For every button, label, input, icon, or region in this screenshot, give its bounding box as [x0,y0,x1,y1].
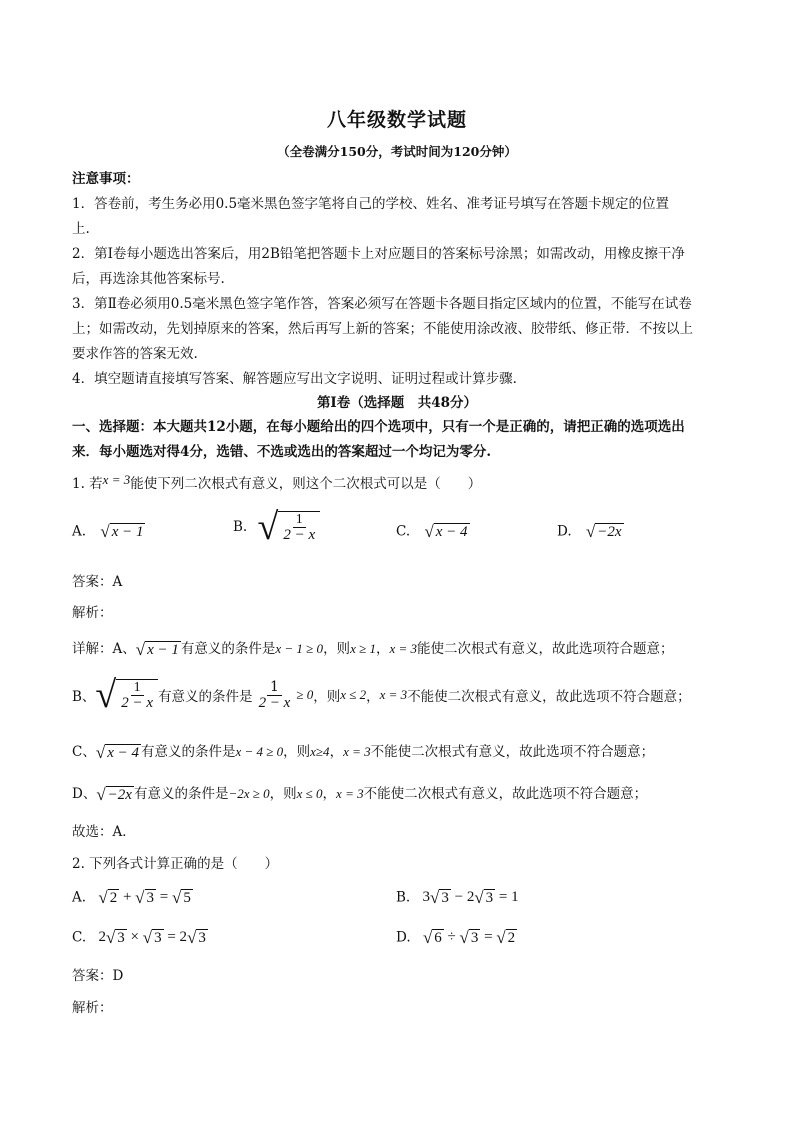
q1-detail-d-text-2: ，则 [269,786,297,802]
q1-detail-b-text-1: 有意义的条件是 [158,689,253,705]
note-3-line-3: 要求作答的答案无效. [72,346,198,362]
q1-detail-b-prefix: B、 [72,689,96,705]
q2-d-radicand-1: 6 [434,930,442,946]
section-1-intro-line-2: 来．每小题选对得4分，选错、不选或选出的答案超过一个均记为零分. [72,444,492,460]
q1-detail-a-text-1: 有意义的条件是 [180,641,276,657]
sqrt-icon: √ x − 4 [424,522,468,541]
q1-option-b-numerator: 1 [293,512,306,528]
q2-d-operator: ÷ [443,929,460,946]
q1-option-c-label: C. [396,523,411,540]
q2-c-radicand-1: 3 [117,930,125,946]
q1-detail-d [72,782,647,805]
note-2-line-1: 2．第Ⅰ卷每小题选出答案后，用2B铅笔把答题卡上对应题目的答案标号涂黑；如需改动，用橡皮擦干净 [72,246,685,262]
question-1-stem [72,472,481,492]
sqrt-icon: √ 6 [422,928,442,947]
q1-option-b-label: B. [233,519,248,535]
page-title: 八年级数学试题 [326,109,467,131]
note-3-line-1: 3．第Ⅱ卷必须用0.5毫米黑色签字笔作答，答案必须写在答题卡各题目指定区域内的位置，不能写在试卷 [72,296,692,312]
q1-detail-b-fraction [256,680,294,711]
sqrt-icon: √ $\frac{1}{2 - x}$ [95,676,158,714]
q2-d-equals: = [480,929,497,946]
q1-detail-b-numerator: 1 [131,680,144,696]
q1-option-d [557,522,624,542]
q2-option-a [72,888,193,908]
note-1-line-1: 1．答卷前，考生务必用0.5毫米黑色签字笔将自己的学校、姓名、准考证号填写在答题卡规定的位置 [72,196,670,212]
q1-detail-d-text-4: 不能使二次根式有意义，故此选项不符合题意； [363,786,648,802]
q2-option-b-label: B. [396,889,411,906]
q2-a-radicand-3: 5 [183,890,191,906]
q1-option-d-label: D. [557,523,572,540]
q1-detail-a [72,637,674,660]
q2-option-b [396,888,519,908]
q1-detail-b-denominator: 2 − x [121,695,154,711]
note-1-line-2: 上. [72,221,90,237]
q1-detail-a-text-4: 能使二次根式有意义，故此选项符合题意； [417,641,674,657]
q1-detail-a-cond-3: x = 3 [389,641,418,656]
q1-answer: 答案：A [72,574,123,590]
q1-detail-d-prefix: D、 [72,786,97,802]
q1-detail-b-text-4: 不能使二次根式有意义，故此选项不符合题意； [407,689,691,705]
section-1-title: 第Ⅰ卷（选择题 共48分） [316,395,478,411]
note-4: 4．填空题请直接填写答案、解答题应写出文字说明、证明过程或计算步骤. [72,371,517,387]
q1-detail-b-text-3: ， [366,689,380,705]
q2-c-equals: = 2 [163,929,188,946]
sqrt-icon: √ 2 [98,888,118,907]
q1-detail-d-cond-2: x ≤ 0 [296,786,323,801]
q2-d-radicand-2: 3 [470,930,479,946]
q1-detail-b [72,676,691,714]
q2-c-radicand-3: 3 [198,930,206,946]
q1-option-a-radicand: x − 1 [111,524,144,540]
q2-b-radicand-1: 3 [441,890,449,906]
sqrt-icon: √ 2 [496,928,516,947]
q2-d-radicand-3: 2 [507,930,516,946]
sqrt-icon: √ x − 4 [95,742,139,762]
q2-b-operator: − 2 [450,889,475,906]
q1-condition: x = 3 [102,472,131,487]
q2-option-d-label: D. [396,929,411,946]
sqrt-icon: √ 3 [187,928,206,947]
note-3-line-2: 上；如需改动，先划掉原来的答案，然后再写上新的答案；不能使用涂改液、胶带纸、修正带．不按以上 [72,321,693,337]
q1-option-c-radicand: x − 4 [435,524,468,540]
q1-detail-d-text-3: ， [322,786,337,802]
q2-option-c [72,928,208,948]
sqrt-icon: √ 3 [142,928,162,947]
q1-stem-suffix: 能使下列二次根式有意义，则这个二次根式可以是（ ） [130,476,482,492]
q2-b-coefficient: 3 [422,889,431,906]
q1-option-a [72,522,145,542]
q2-option-a-label: A. [72,889,87,906]
note-2-line-2: 后，再选涂其他答案标号. [72,271,225,287]
q2-c-coefficient: 2 [98,929,106,946]
q1-detail-c-cond-3: x = 3 [343,744,371,759]
q2-c-operator: × [126,929,143,946]
q1-option-d-radicand: −2x [597,524,622,540]
q1-detail-b-frac-den: 2 − x [258,694,291,711]
section-1-intro-line-1: 一、选择题：本大题共12小题，在每小题给出的四个选项中，只有一个是正确的，请把正确的选项选出 [72,419,685,435]
q1-detail-c-text-2: ，则 [283,744,311,760]
q2-option-c-label: C. [72,929,87,946]
question-2-stem: 2. 下列各式计算正确的是（ ） [72,856,279,872]
q1-detail-a-cond-2: x ≥ 1 [350,641,376,656]
q1-detail-d-radicand: −2x [107,786,132,803]
q1-detail-b-frac-num: 1 [267,680,282,696]
q1-conclusion: 故选：A． [72,824,136,840]
sqrt-icon: √ 5 [171,888,191,907]
q1-detail-d-cond-3: x = 3 [336,786,364,801]
q2-c-radicand-2: 3 [154,930,162,946]
q1-detail-d-text-1: 有意义的条件是 [133,786,229,802]
q2-a-radicand-2: 3 [146,890,154,906]
q2-a-operator: + [119,889,136,906]
q1-detail-c-text-1: 有意义的条件是 [140,744,236,760]
q1-detail-c-text-3: ， [329,744,344,760]
exam-subtitle: （全卷满分150分，考试时间为120分钟） [277,144,517,159]
q1-detail-a-text-2: ，则 [323,641,351,657]
q1-option-b [233,508,320,546]
sqrt-icon: √ 3 [459,928,479,947]
q1-stem-prefix: 1. 若 [72,476,103,492]
q1-detail-b-cond-3: x = 3 [379,687,408,702]
sqrt-icon: √ 3 [135,888,154,907]
q2-a-radicand-1: 2 [109,890,118,906]
q1-detail-a-prefix: 详解：A、 [72,641,136,657]
q2-analysis-label: 解析： [72,1000,113,1016]
q1-option-a-label: A. [72,523,87,540]
q1-analysis-label: 解析： [72,605,113,621]
q1-detail-c-prefix: C、 [72,744,96,760]
q1-option-c [396,522,470,542]
q1-option-b-denominator: 2 − x [283,527,316,543]
sqrt-icon: √ 3 [474,888,494,907]
q1-detail-a-text-3: ， [375,641,390,657]
q1-detail-c-radicand: x − 4 [107,744,139,761]
q1-detail-c-cond-1: x − 4 ≥ 0 [235,744,284,759]
q1-detail-d-cond-1: −2x ≥ 0 [228,786,270,801]
sqrt-icon: √ 3 [430,888,449,907]
q1-detail-b-text-2: ，则 [313,689,341,705]
q2-option-d [396,928,517,948]
sqrt-icon: √ x − 1 [100,522,144,541]
q2-answer: 答案：D [72,968,124,984]
sqrt-icon: √ $\frac{1}{2 - x}$ [258,508,321,546]
q2-b-equals: = 1 [495,889,519,906]
q1-detail-b-cond-1: ≥ 0 [296,687,314,702]
q1-detail-c-cond-2: x≥4 [310,744,330,759]
notes-heading: 注意事项： [72,171,140,187]
q2-b-radicand-2: 3 [485,890,494,906]
q1-detail-b-cond-2: x ≤ 2 [340,687,367,702]
q2-a-equals: = [156,889,172,906]
sqrt-icon: √ −2x [585,522,622,541]
q1-detail-a-radicand: x − 1 [147,641,179,658]
sqrt-icon: √ x − 1 [135,639,179,659]
q1-detail-a-cond-1: x − 1 ≥ 0 [275,641,324,656]
q1-detail-c-text-4: 不能使二次根式有意义，故此选项不符合题意； [370,744,655,760]
sqrt-icon: √ 3 [105,928,125,947]
sqrt-icon: √ −2x [96,784,132,804]
q1-detail-c [72,740,654,763]
